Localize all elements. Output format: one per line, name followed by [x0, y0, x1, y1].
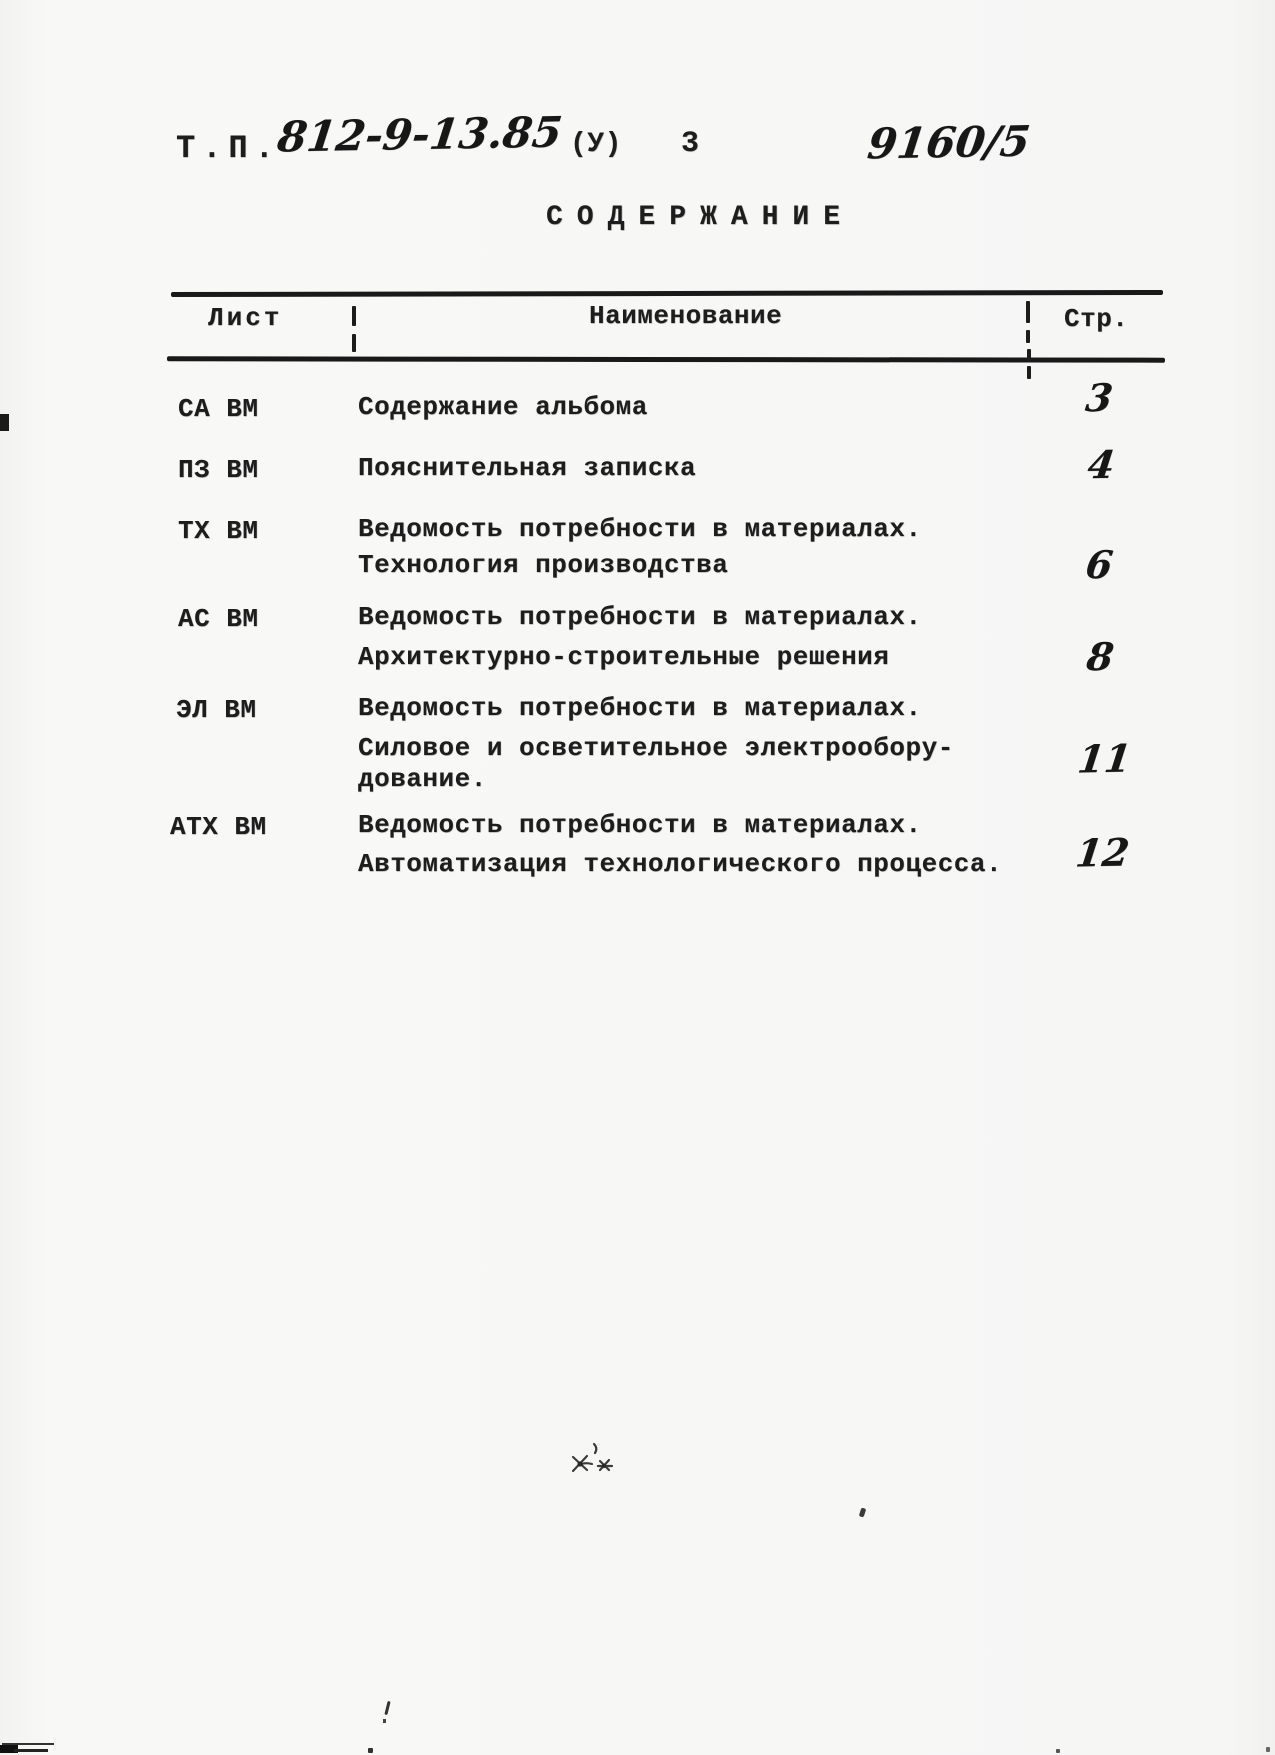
ink-speck [383, 1719, 386, 1723]
name-line: Пояснительная записка [358, 453, 697, 483]
column-header-page: Стр. [1064, 304, 1129, 334]
format-mark: (У) [570, 129, 622, 160]
ink-scribble-artifact [566, 1440, 624, 1482]
column-separator-dash [352, 306, 356, 326]
sheet-code-cell: ТХ ВМ [178, 516, 259, 546]
doc-code-handwritten: 812-9-13.85 [274, 107, 565, 162]
name-line: Ведомость потребности в материалах. [358, 693, 922, 723]
ink-speck [1056, 1749, 1060, 1753]
sheet-code-cell: АТХ ВМ [170, 812, 267, 842]
ink-tick-mark [384, 1701, 390, 1715]
column-separator-dash [1026, 330, 1030, 343]
name-line: Содержание альбома [358, 392, 648, 422]
name-line: Ведомость потребности в материалах. [358, 602, 922, 632]
sheet-code-cell: ЭЛ ВМ [176, 695, 257, 725]
name-line: Автоматизация технологического процесса. [358, 849, 1003, 879]
sheet-code-cell: СА ВМ [178, 394, 259, 424]
sheet-code-cell: ПЗ ВМ [178, 455, 259, 485]
ink-speck [859, 1507, 867, 1517]
scan-edge-mark [0, 414, 9, 431]
page-number-cell: 8 [1084, 633, 1117, 680]
name-line: Ведомость потребности в материалах. [358, 514, 922, 544]
doc-code-prefix: Т.П. [176, 130, 281, 167]
sheet-code-cell: АС ВМ [178, 604, 259, 634]
column-separator-dash [1027, 366, 1031, 379]
column-separator-dash [352, 334, 356, 352]
page-number-cell: 6 [1083, 541, 1116, 588]
page-number-cell: 12 [1073, 829, 1132, 876]
name-line: Силовое и осветительное электрообору- [358, 733, 954, 763]
name-line: Ведомость потребности в материалах. [358, 810, 922, 840]
name-line: Архитектурно-строительные решения [358, 642, 890, 672]
page-title: СОДЕРЖАНИЕ [546, 202, 855, 233]
sheet-number: 3 [681, 127, 700, 161]
ink-speck [368, 1748, 373, 1753]
table-header-bottom-rule [167, 356, 1165, 362]
column-header-sheet: Лист [208, 303, 283, 333]
ink-speck [1266, 1747, 1270, 1752]
name-line: дование. [358, 764, 487, 794]
table-top-rule [171, 290, 1163, 297]
name-line: Технология производства [358, 550, 729, 580]
column-separator-dash [1026, 301, 1030, 323]
page-number-cell: 11 [1075, 735, 1134, 782]
column-header-name: Наименование [589, 301, 783, 331]
page-number-cell: 3 [1083, 374, 1116, 421]
inventory-number-handwritten: 9160/5 [864, 116, 1033, 169]
column-separator-dash [1027, 349, 1031, 361]
scan-corner-mark [14, 1749, 48, 1752]
page-number-cell: 4 [1085, 441, 1118, 488]
